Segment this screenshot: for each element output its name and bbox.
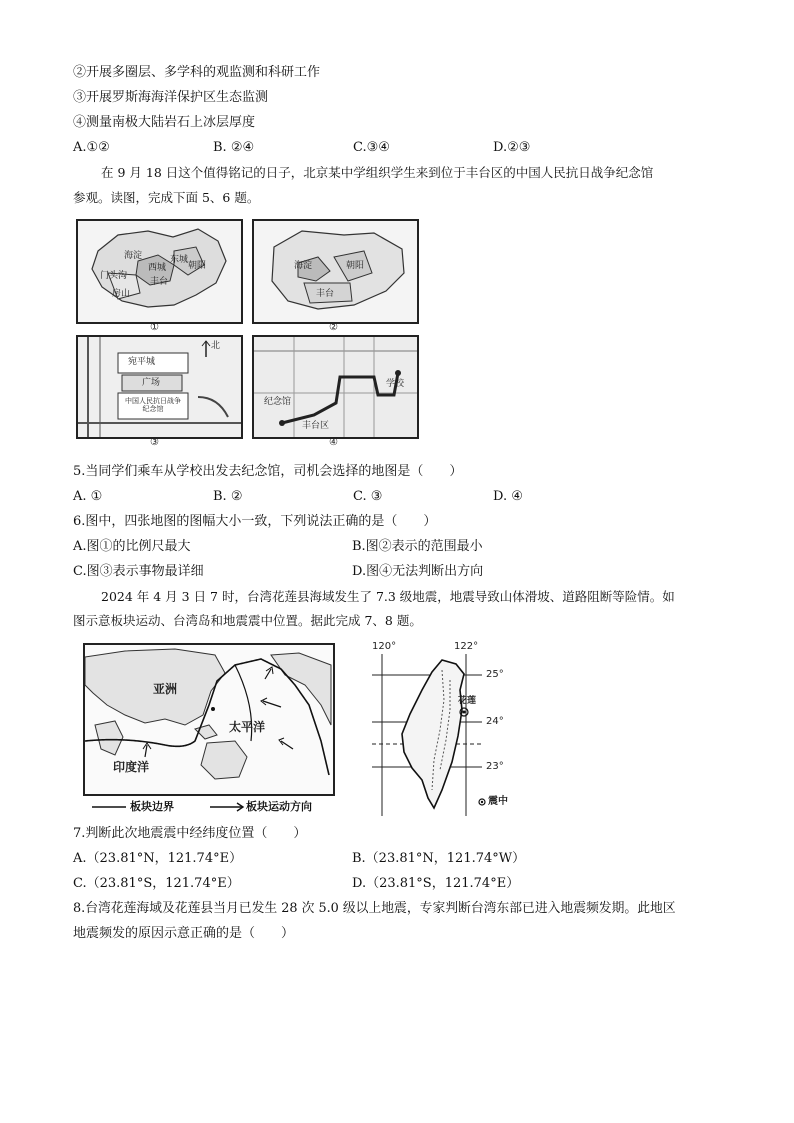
taiwan-map-drawing: [372, 640, 532, 816]
legend-plate-boundary: 板块边界: [130, 800, 174, 813]
map1-label-mentougou: 门头沟: [100, 271, 128, 281]
map3-label-north: 北: [211, 341, 221, 351]
taiwan-label-hualien: 花莲: [458, 696, 477, 706]
q6-option-d[interactable]: D.图④无法判断出方向: [352, 564, 484, 579]
map3-label-wanping: 宛平城: [128, 357, 156, 367]
map1-label-xicheng: 西城: [148, 263, 167, 273]
plate-label-indian: 印度洋: [113, 760, 150, 774]
taiwan-lon-120: 120°: [372, 641, 397, 652]
intro-7-8-line1: 2024 年 4 月 3 日 7 时，台湾花莲县海域发生了 7.3 级地震，地震导致山体滑坡、道路阻断等险情。如: [101, 589, 675, 604]
map3-label-museum: 中国人民抗日战争纪念馆: [125, 397, 181, 413]
map4-label-museum: 纪念馆: [264, 397, 292, 407]
map-1-caption: ①: [150, 322, 159, 333]
q5-option-c[interactable]: C. ③: [353, 489, 383, 504]
map1-label-haidian: 海淀: [124, 251, 143, 261]
q5-stem: 5.当同学们乘车从学校出发去纪念馆，司机会选择的地图是（ ）: [73, 464, 463, 479]
statement-2: ②开展多圈层、多学科的观监测和科研工作: [73, 65, 321, 80]
intro-5-6-line2: 参观。读图，完成下面 5、6 题。: [73, 190, 260, 205]
plate-label-pacific: 太平洋: [229, 720, 266, 734]
q5-option-b[interactable]: B. ②: [213, 489, 243, 504]
q4-option-c[interactable]: C.③④: [353, 140, 390, 155]
q7-option-a[interactable]: A.（23.81°N，121.74°E）: [73, 851, 243, 866]
map-2-drawing: [254, 221, 417, 322]
map1-label-dongcheng: 东城: [170, 255, 189, 265]
map-2-central-districts: [252, 219, 419, 324]
q6-option-c[interactable]: C.图③表示事物最详细: [73, 564, 204, 579]
taiwan-lon-122: 122°: [454, 641, 479, 652]
q6-stem: 6.图中，四张地图的图幅大小一致，下列说法正确的是（ ）: [73, 514, 437, 529]
intro-7-8-line2: 图示意板块运动、台湾岛和地震震中位置。据此完成 7、8 题。: [73, 613, 422, 628]
legend-plate-motion: 板块运动方向: [246, 800, 312, 813]
q4-option-a[interactable]: A.①②: [73, 140, 110, 155]
q8-stem-line2: 地震频发的原因示意正确的是（ ）: [73, 926, 295, 941]
q5-option-d[interactable]: D. ④: [493, 489, 523, 504]
map-3-caption: ③: [150, 437, 159, 448]
q8-stem-line1: 8.台湾花莲海域及花莲县当月已发生 28 次 5.0 级以上地震，专家判断台湾东部已进入地震频发期。此地区: [73, 901, 676, 916]
map4-label-school: 学校: [386, 379, 405, 389]
map-4-route-map: [252, 335, 419, 439]
map-1-beijing-districts: [76, 219, 243, 324]
map2-label-fengtai: 丰台: [316, 289, 335, 299]
map3-label-square: 广场: [142, 378, 161, 388]
map-2-caption: ②: [329, 322, 338, 333]
taiwan-lat-24: 24°: [486, 716, 504, 727]
taiwan-lat-25: 25°: [486, 669, 504, 680]
q5-option-a[interactable]: A. ①: [73, 489, 103, 504]
map-3-street-plan: [76, 335, 243, 439]
q7-option-b[interactable]: B.（23.81°N，121.74°W）: [352, 851, 526, 866]
q6-option-b[interactable]: B.图②表示的范围最小: [352, 539, 483, 554]
q7-option-c[interactable]: C.（23.81°S，121.74°E）: [73, 876, 240, 891]
map2-label-haidian: 海淀: [294, 261, 313, 271]
map-4-caption: ④: [329, 437, 338, 448]
intro-5-6-line1: 在 9 月 18 日这个值得铭记的日子，北京某中学组织学生来到位于丰台区的中国人民抗日战争纪念馆: [101, 165, 654, 180]
map4-label-fengtai: 丰台区: [302, 421, 330, 431]
statement-3: ③开展罗斯海海洋保护区生态监测: [73, 90, 269, 105]
taiwan-lat-23: 23°: [486, 761, 504, 772]
map1-label-fangshan: 房山: [112, 289, 131, 299]
q4-option-b[interactable]: B. ②④: [213, 140, 255, 155]
map1-label-fengtai: 丰台: [150, 277, 169, 287]
statement-4: ④测量南极大陆岩石上冰层厚度: [73, 115, 256, 130]
q7-option-d[interactable]: D.（23.81°S，121.74°E）: [352, 876, 520, 891]
taiwan-map: [372, 640, 532, 816]
map2-label-chaoyang: 朝阳: [346, 261, 365, 271]
map1-label-chaoyang: 朝阳: [188, 261, 207, 271]
plate-tectonics-map: [83, 643, 335, 796]
taiwan-legend-epicenter: 震中: [488, 796, 508, 807]
q7-stem: 7.判断此次地震震中经纬度位置（ ）: [73, 826, 307, 841]
plate-label-asia: 亚洲: [153, 682, 178, 696]
q4-option-d[interactable]: D.②③: [493, 140, 531, 155]
q6-option-a[interactable]: A.图①的比例尺最大: [73, 539, 191, 554]
